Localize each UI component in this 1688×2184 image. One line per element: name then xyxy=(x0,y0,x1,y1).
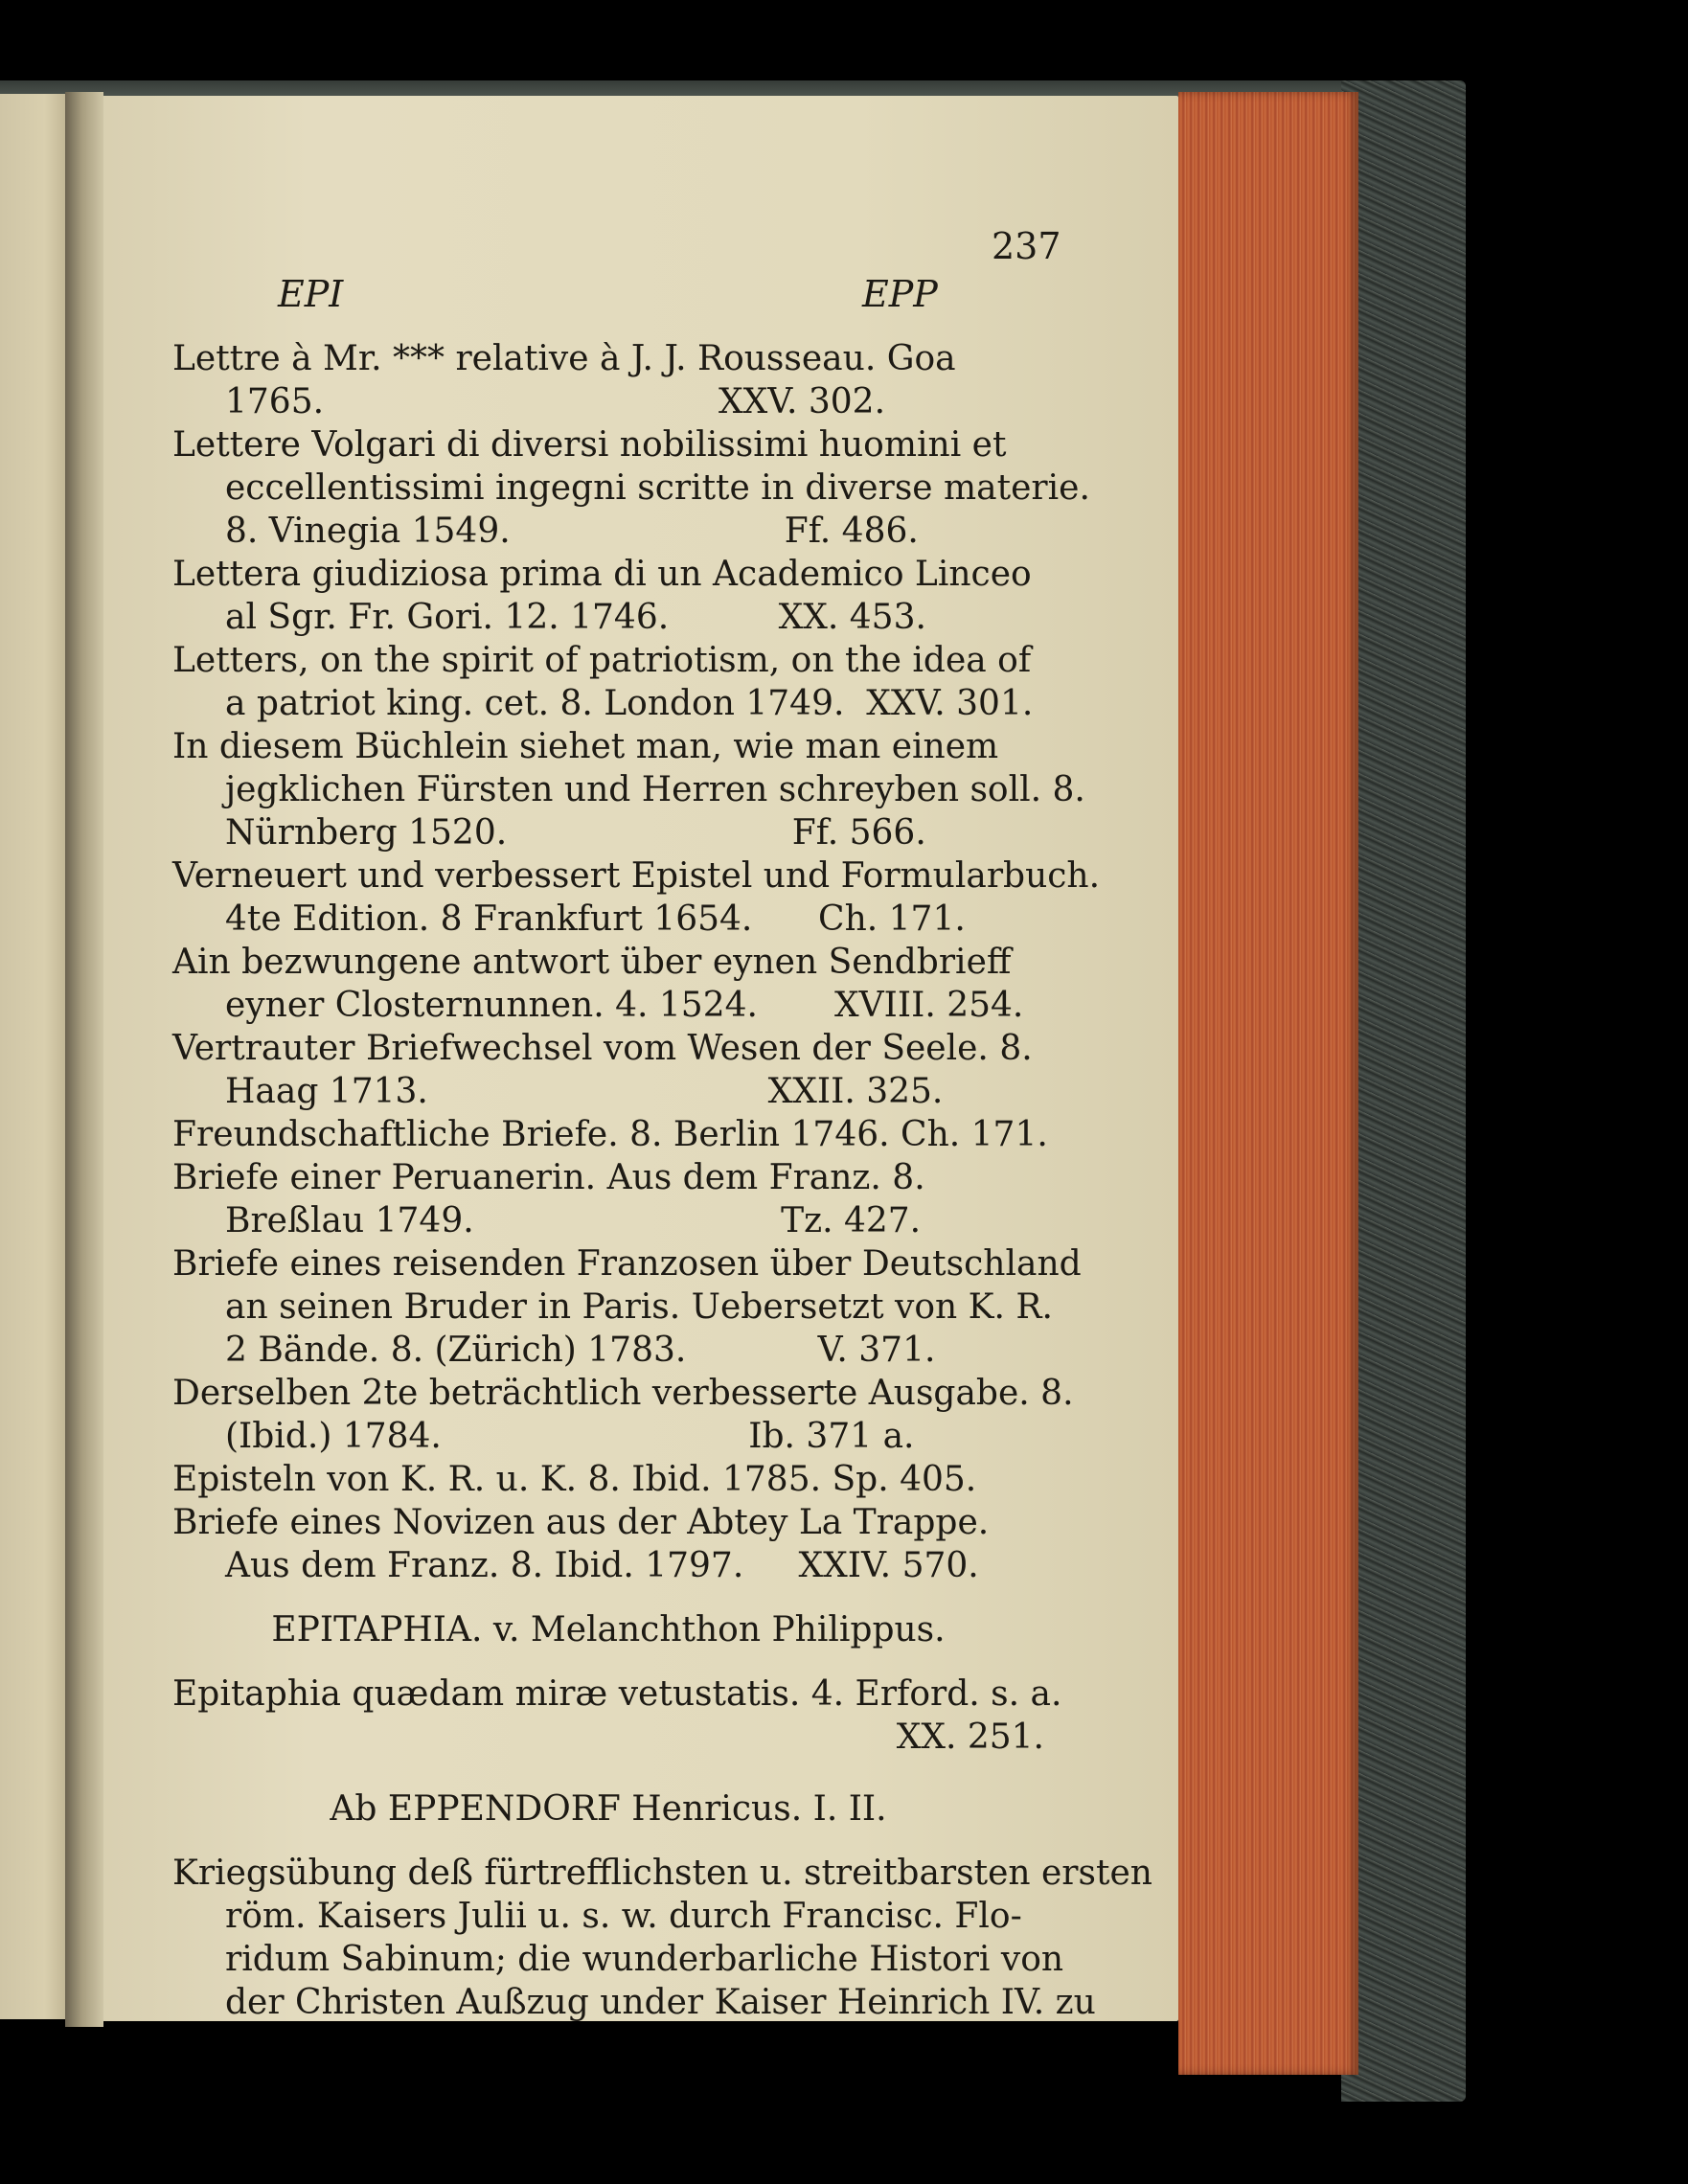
entry-line: jegklichen Fürsten und Herren schreyben soll. 8. xyxy=(225,770,1085,809)
entry-line: 2 Bände. 8. (Zürich) 1783. V. 371. xyxy=(225,1331,936,1370)
entry-line: Nürnberg 1520. Ff. 566. xyxy=(225,813,926,853)
entry-line: XX. 251. xyxy=(896,1718,1044,1757)
entry-line: Briefe eines Novizen aus der Abtey La Trappe. xyxy=(172,1503,990,1542)
entry-line: röm. Kaisers Julii u. s. w. durch Francisc. Flo- xyxy=(225,1897,1022,1936)
entry-line: 4te Edition. 8 Frankfurt 1654. Ch. 171. xyxy=(225,899,966,939)
entry-line: der Christen Außzug under Kaiser Heinrich IV. zu xyxy=(225,1983,1096,2022)
right-catchword: EPP xyxy=(862,273,938,315)
entry-line: al Sgr. Fr. Gori. 12. 1746. XX. 453. xyxy=(225,598,926,637)
section-heading-epitaphia: EPITAPHIA. v. Melanchthon Philippus. xyxy=(271,1610,946,1649)
entry-line: Epitaphia quædam miræ vetustatis. 4. Erford. s. a. xyxy=(172,1674,1062,1714)
entry-line: Lettera giudiziosa prima di un Academico Linceo xyxy=(172,555,1032,594)
left-page-edge xyxy=(0,94,75,2019)
entry-line: eccellentissimi ingegni scritte in diverse materie. xyxy=(225,468,1090,508)
entry-line: Vertrauter Briefwechsel vom Wesen der Seele. 8. xyxy=(172,1029,1033,1068)
entry-line: Letters, on the spirit of patriotism, on the idea of xyxy=(172,641,1032,680)
entry-line: 1765. XXV. 302. xyxy=(225,382,886,421)
book-cover xyxy=(1341,80,1466,2102)
entry-line: an seinen Bruder in Paris. Uebersetzt von K. R. xyxy=(225,1287,1053,1327)
entry-line: Briefe eines reisenden Franzosen über Deutschland xyxy=(172,1244,1082,1284)
entry-line: Episteln von K. R. u. K. 8. Ibid. 1785. Sp. 405. xyxy=(172,1460,977,1499)
entry-line: Kriegsübung deß fürtrefflichsten u. streitbarsten ersten xyxy=(172,1854,1152,1893)
entry-line: In diesem Büchlein siehet man, wie man einem xyxy=(172,727,999,766)
entry-line: Derselben 2te beträchtlich verbesserte Ausgabe. 8. xyxy=(172,1374,1074,1413)
book-gutter xyxy=(65,92,103,2027)
entry-line: Briefe einer Peruanerin. Aus dem Franz. 8. xyxy=(172,1158,925,1197)
entry-line: ridum Sabinum; die wunderbarliche Histori von xyxy=(225,1940,1064,1979)
entry-line: Ain bezwungene antwort über eynen Sendbrieff xyxy=(172,943,1012,982)
entry-line: eyner Closternunnen. 4. 1524. XVIII. 254. xyxy=(225,986,1024,1025)
section-heading-eppendorf: Ab EPPENDORF Henricus. I. II. xyxy=(330,1789,887,1829)
entry-line: Haag 1713. XXII. 325. xyxy=(225,1072,944,1111)
page-text xyxy=(172,337,1152,2024)
entry-line: Aus dem Franz. 8. Ibid. 1797. XXIV. 570. xyxy=(225,1546,979,1585)
entry-line: Breßlau 1749. Tz. 427. xyxy=(225,1201,922,1240)
left-catchword: EPI xyxy=(278,273,344,315)
entry-line: Verneuert und verbessert Epistel und Formularbuch. xyxy=(172,856,1101,896)
entry-line: Lettre à Mr. *** relative à J. J. Rousseau. Goa xyxy=(172,339,956,378)
entry-line: Freundschaftliche Briefe. 8. Berlin 1746. Ch. 171. xyxy=(172,1115,1048,1154)
page-block-edge xyxy=(1178,92,1358,2075)
entry-line: 8. Vinegia 1549. Ff. 486. xyxy=(225,512,919,551)
entry-line: (Ibid.) 1784. Ib. 371 a. xyxy=(225,1417,915,1456)
entry-line: Lettere Volgari di diversi nobilissimi huomini et xyxy=(172,425,1007,465)
entry-line: a patriot king. cet. 8. London 1749. XXV. 301. xyxy=(225,684,1034,723)
page-number: 237 xyxy=(992,225,1061,267)
